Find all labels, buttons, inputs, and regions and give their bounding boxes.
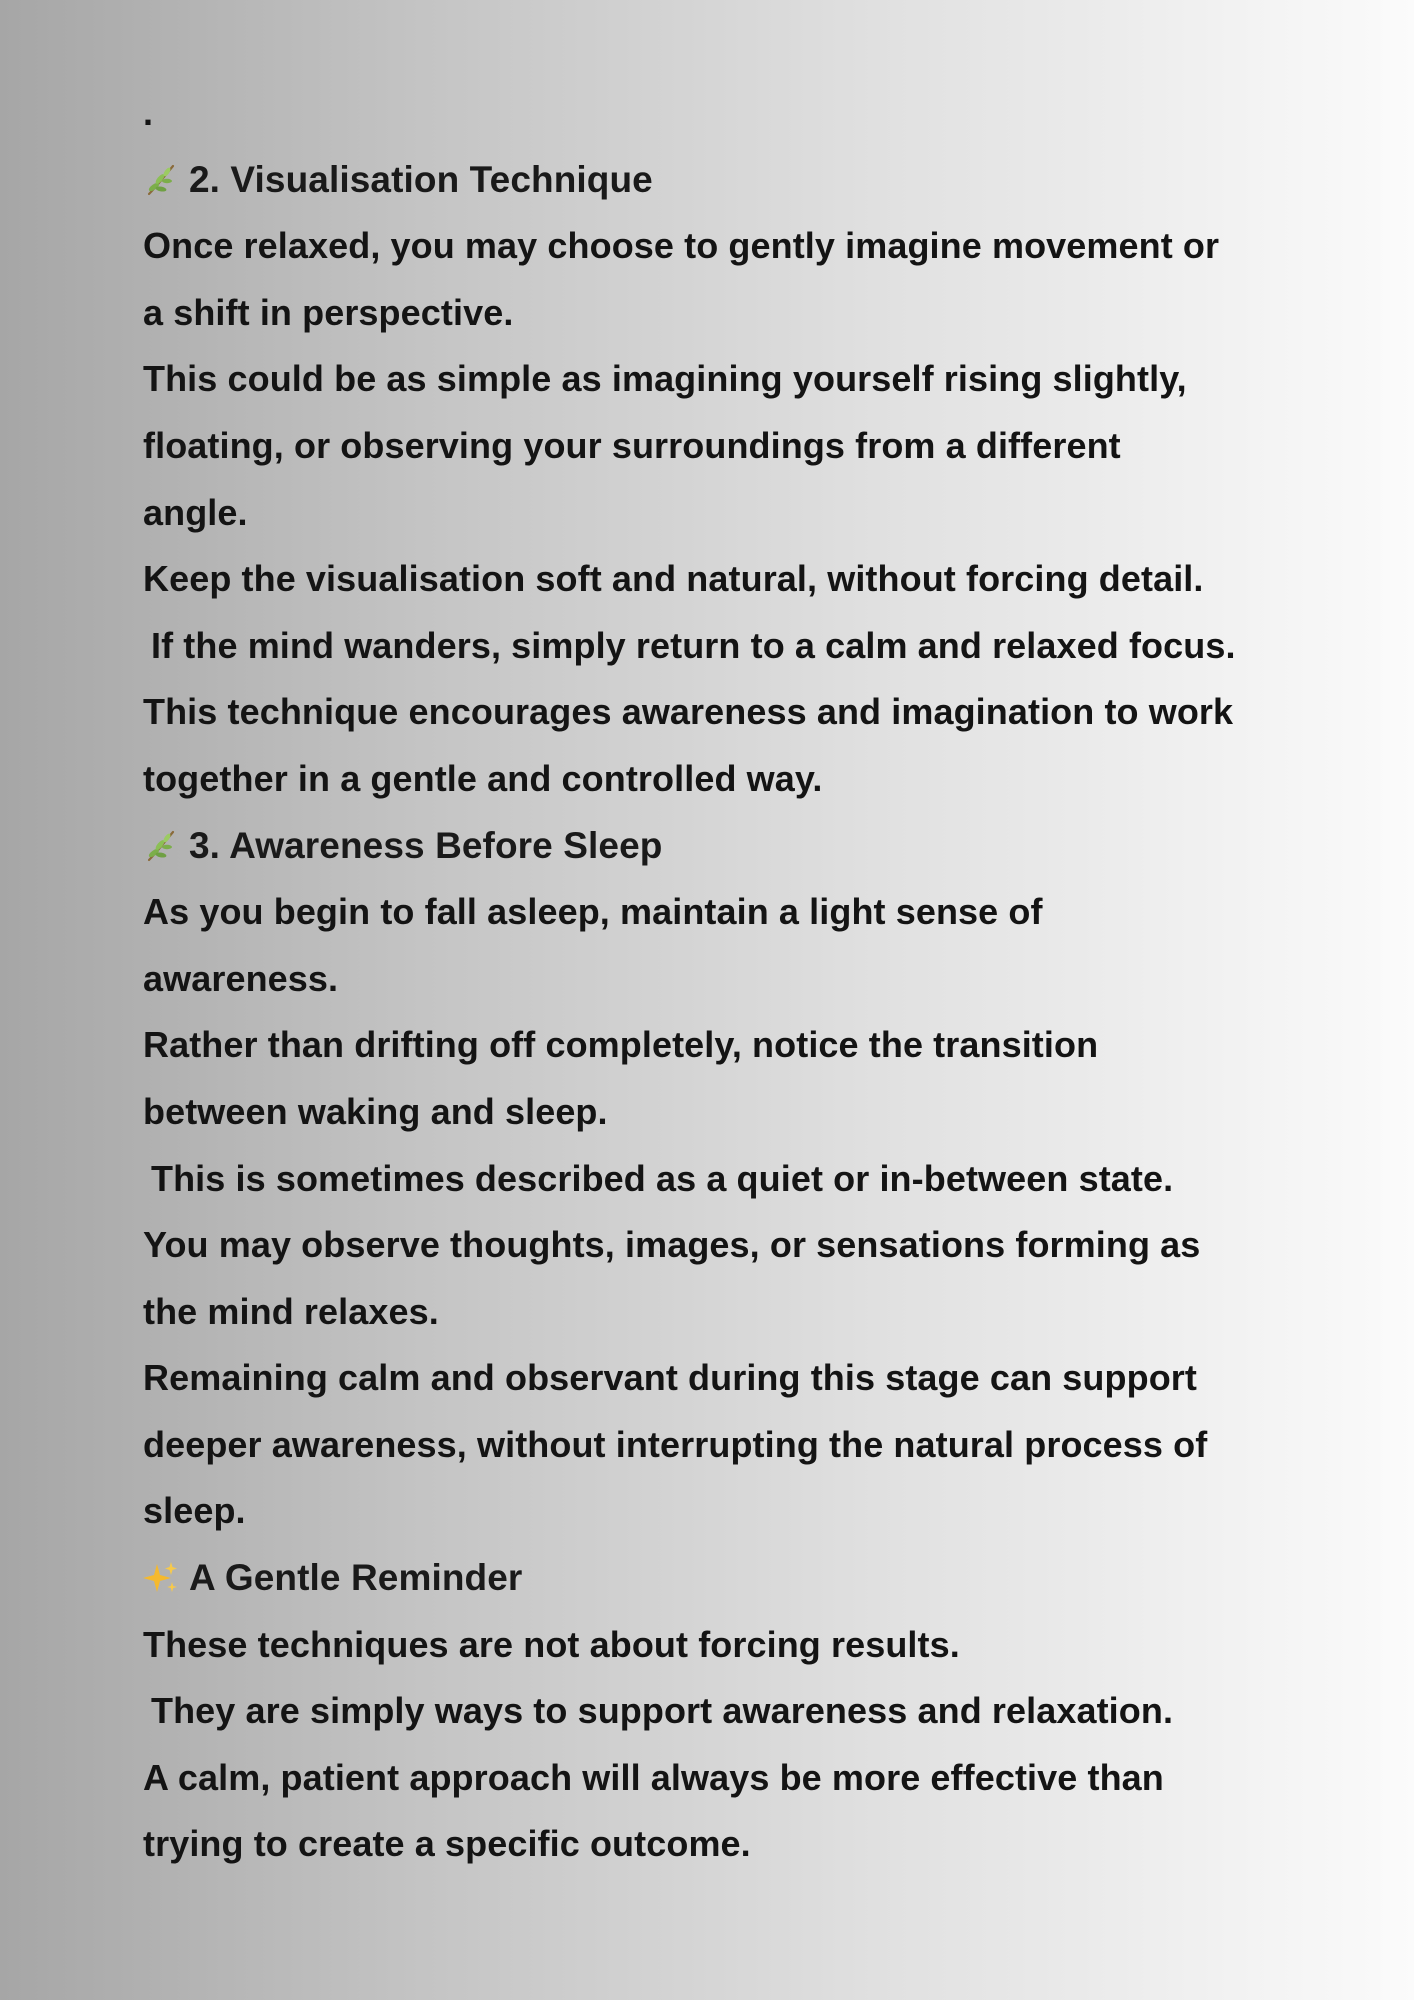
body-line: They are simply ways to support awareness and relaxation. <box>151 1690 1174 1732</box>
body-line: angle. <box>143 491 248 533</box>
body-line: If the mind wanders, simply return to a calm and relaxed focus. <box>151 624 1236 666</box>
body-line: Remaining calm and observant during this stage can support <box>143 1357 1197 1399</box>
sparkles-icon <box>143 1560 179 1596</box>
body-line: awareness. <box>143 957 339 999</box>
body-line: You may observe thoughts, images, or sensations forming as <box>143 1224 1201 1266</box>
body-line: As you begin to fall asleep, maintain a light sense of <box>143 891 1043 933</box>
lead-mark: . <box>143 92 154 133</box>
body-line: floating, or observing your surroundings from a different <box>143 424 1121 466</box>
body-line: together in a gentle and controlled way. <box>143 757 823 799</box>
document-body <box>143 80 1303 1878</box>
section-heading <box>143 147 1303 214</box>
body-line: This could be as simple as imagining yourself rising slightly, <box>143 358 1187 400</box>
section-heading <box>143 813 1303 880</box>
body-line: deeper awareness, without interrupting the natural process of <box>143 1423 1208 1465</box>
body-line: trying to create a specific outcome. <box>143 1823 751 1865</box>
body-line: a shift in perspective. <box>143 291 514 333</box>
body-line: This technique encourages awareness and imagination to work <box>143 691 1234 733</box>
body-line: These techniques are not about forcing results. <box>143 1623 960 1665</box>
body-line: Rather than drifting off completely, notice the transition <box>143 1024 1099 1066</box>
section-heading <box>143 1545 1303 1612</box>
body-line: Keep the visualisation soft and natural, without forcing detail. <box>143 558 1204 600</box>
section-heading-text: 3. Awareness Before Sleep <box>189 824 663 866</box>
body-line: between waking and sleep. <box>143 1090 608 1132</box>
herb-icon <box>143 162 179 198</box>
body-line: sleep. <box>143 1490 246 1532</box>
herb-icon <box>143 828 179 864</box>
body-line: This is sometimes described as a quiet or in-between state. <box>151 1157 1174 1199</box>
body-line: Once relaxed, you may choose to gently imagine movement or <box>143 225 1220 267</box>
body-line: A calm, patient approach will always be more effective than <box>143 1756 1164 1798</box>
section-heading-text: 2. Visualisation Technique <box>189 158 653 200</box>
body-line: the mind relaxes. <box>143 1290 439 1332</box>
section-heading-text: A Gentle Reminder <box>189 1557 523 1599</box>
